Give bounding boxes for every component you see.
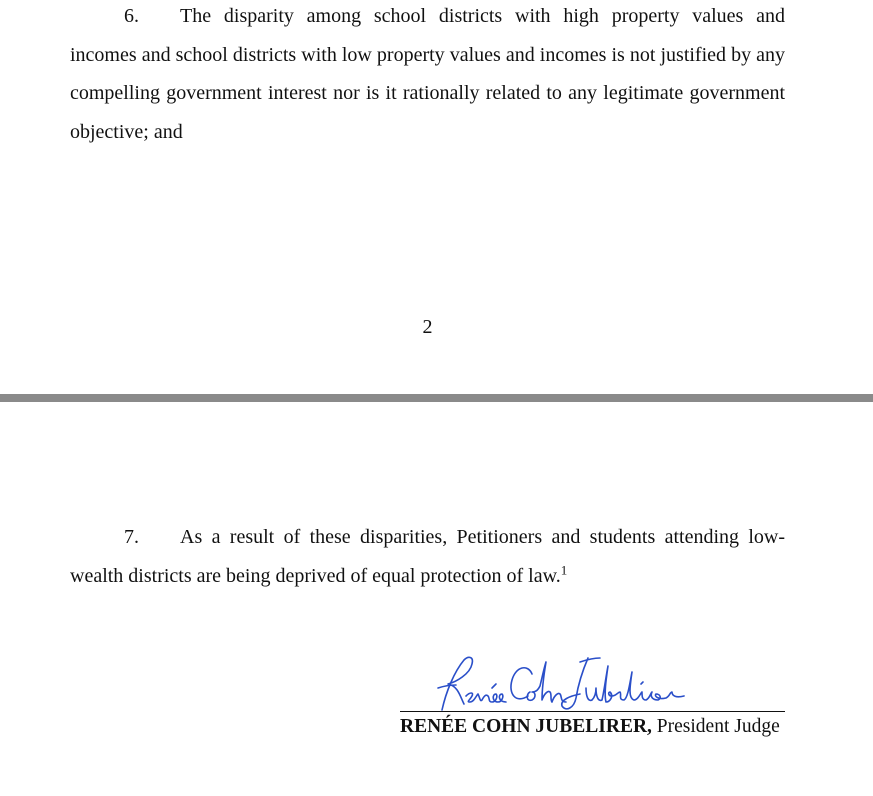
signatory-name: [400, 716, 780, 738]
signature-block: [400, 652, 785, 742]
judge-title: President Judge: [651, 716, 780, 737]
page-separator: [0, 394, 873, 402]
paragraph-number: 7.: [124, 526, 139, 548]
paragraph-number: 6.: [124, 5, 139, 27]
paragraph-text: As a result of these disparities, Petitioners and students attending low-wealth districts are being deprived of equal protection of law.: [70, 526, 785, 587]
page-number: 2: [422, 316, 433, 338]
document-page-2: [0, 0, 873, 394]
handwritten-signature: [420, 652, 720, 714]
paragraph-7: [70, 518, 785, 595]
signature-line: [400, 711, 785, 712]
footnote-reference: 1: [560, 561, 568, 577]
judge-name: RENÉE COHN JUBELIRER,: [400, 716, 652, 737]
paragraph-6: [70, 0, 785, 151]
document-page-3: [0, 402, 873, 796]
paragraph-text: The disparity among school districts with high property values and incomes and school districts with low property values and incomes is not justified by any compelling government interest nor is it rationally related to any legitimate government objective; and: [70, 5, 785, 143]
